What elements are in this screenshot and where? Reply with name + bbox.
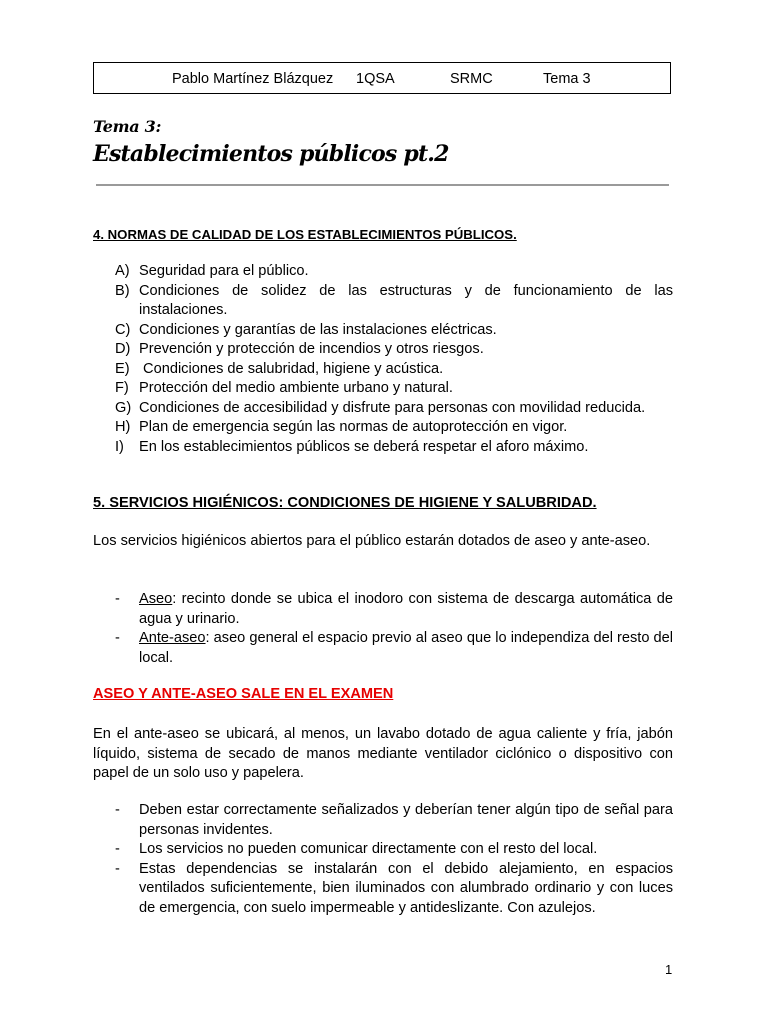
- list-item: [93, 418, 673, 438]
- list-item-text: Protección del medio ambiente urbano y natural.: [139, 380, 453, 396]
- list-marker: E): [115, 360, 130, 377]
- list-item-text: Condiciones de accesibilidad y disfrute para personas con movilidad reducida.: [139, 399, 646, 416]
- list-marker: D): [115, 341, 131, 357]
- section-5-intro: Los servicios higiénicos abiertos para el público estarán dotados de aseo y ante-aseo.: [93, 533, 651, 549]
- list-marker: G): [115, 399, 132, 416]
- section-5-heading: 5. SERVICIOS HIGIÉNICOS: CONDICIONES DE HIGIENE Y SALUBRIDAD.: [93, 495, 597, 511]
- list-marker: A): [115, 263, 130, 279]
- list-item-text: Condiciones de salubridad, higiene y acústica.: [139, 360, 444, 377]
- header-author: Pablo Martínez Blázquez: [172, 71, 334, 87]
- list-item: [93, 629, 673, 668]
- definition-term: Aseo: [139, 591, 173, 607]
- list-item-text: En los establecimientos públicos se deberá respetar el aforo máximo.: [139, 438, 589, 455]
- list-item-text: Estas dependencias se instalarán con el debido alejamiento, en espacios ventilados suficientemente, bien iluminados con alumbrado ordinario y con luces de emergencia, con suelo impermeable y antideslizante. Con azulejos.: [139, 860, 673, 916]
- list-item: [93, 860, 673, 919]
- list-item: [93, 340, 673, 360]
- definition-text: : recinto donde se ubica el inodoro con sistema de descarga automática de agua y urinario.: [139, 591, 673, 627]
- list-marker: -: [115, 841, 120, 857]
- ante-aseo-paragraph: En el ante-aseo se ubicará, al menos, un lavabo dotado de agua caliente y fría, jabón líquido, sistema de secado de manos mediante ventilador ciclónico o dispositivo con papel de un solo uso y papelera.: [93, 726, 673, 781]
- list-item: [93, 321, 673, 341]
- list-item-text: Los servicios no pueden comunicar directamente con el resto del local.: [139, 841, 598, 857]
- list-item: [93, 801, 673, 840]
- list-item-text: Plan de emergencia según las normas de autoprotección en vigor.: [139, 419, 568, 435]
- title-divider: [96, 184, 669, 186]
- list-item: [93, 282, 673, 321]
- list-marker: -: [115, 591, 120, 607]
- page-number: 1: [665, 962, 673, 977]
- list-item: [93, 379, 673, 399]
- list-marker: C): [115, 321, 131, 338]
- list-item: [93, 360, 673, 380]
- topic-label: Tema 3:: [93, 117, 162, 136]
- list-item-text: Prevención y protección de incendios y otros riesgos.: [139, 341, 484, 357]
- header-group: 1QSA: [356, 71, 395, 87]
- exam-note: ASEO Y ANTE-ASEO SALE EN EL EXAMEN: [93, 686, 394, 702]
- list-item: [93, 590, 673, 629]
- list-item-text: Condiciones y garantías de las instalaciones eléctricas.: [139, 321, 497, 338]
- list-item: [93, 438, 673, 458]
- requirements-list: [93, 801, 673, 918]
- list-item-text: Seguridad para el público.: [139, 263, 309, 279]
- list-marker: I): [115, 438, 124, 455]
- definition-term: Ante-aseo: [139, 630, 206, 646]
- list-marker: B): [115, 282, 130, 299]
- section-4-heading: 4. NORMAS DE CALIDAD DE LOS ESTABLECIMIENTOS PÚBLICOS.: [93, 227, 517, 242]
- list-item-text: Deben estar correctamente señalizados y deberían tener algún tipo de señal para personas invidentes.: [139, 802, 673, 838]
- list-marker: -: [115, 802, 120, 818]
- list-item: [93, 399, 673, 419]
- list-item: [93, 840, 673, 860]
- header-box: [93, 62, 671, 94]
- list-marker: -: [115, 860, 120, 877]
- page-title: Establecimientos públicos pt.2: [93, 141, 449, 167]
- list-marker: F): [115, 380, 129, 396]
- header-topic: Tema 3: [543, 71, 591, 87]
- quality-norms-list: [93, 262, 673, 457]
- list-item: [93, 262, 673, 282]
- definition-text: : aseo general el espacio previo al aseo que lo independiza del resto del local.: [139, 630, 673, 666]
- definitions-list: [93, 590, 673, 668]
- header-subject: SRMC: [450, 71, 493, 87]
- list-marker: H): [115, 419, 131, 435]
- list-marker: -: [115, 630, 120, 646]
- list-item-text: Condiciones de solidez de las estructuras y de funcionamiento de las instalaciones.: [139, 282, 673, 318]
